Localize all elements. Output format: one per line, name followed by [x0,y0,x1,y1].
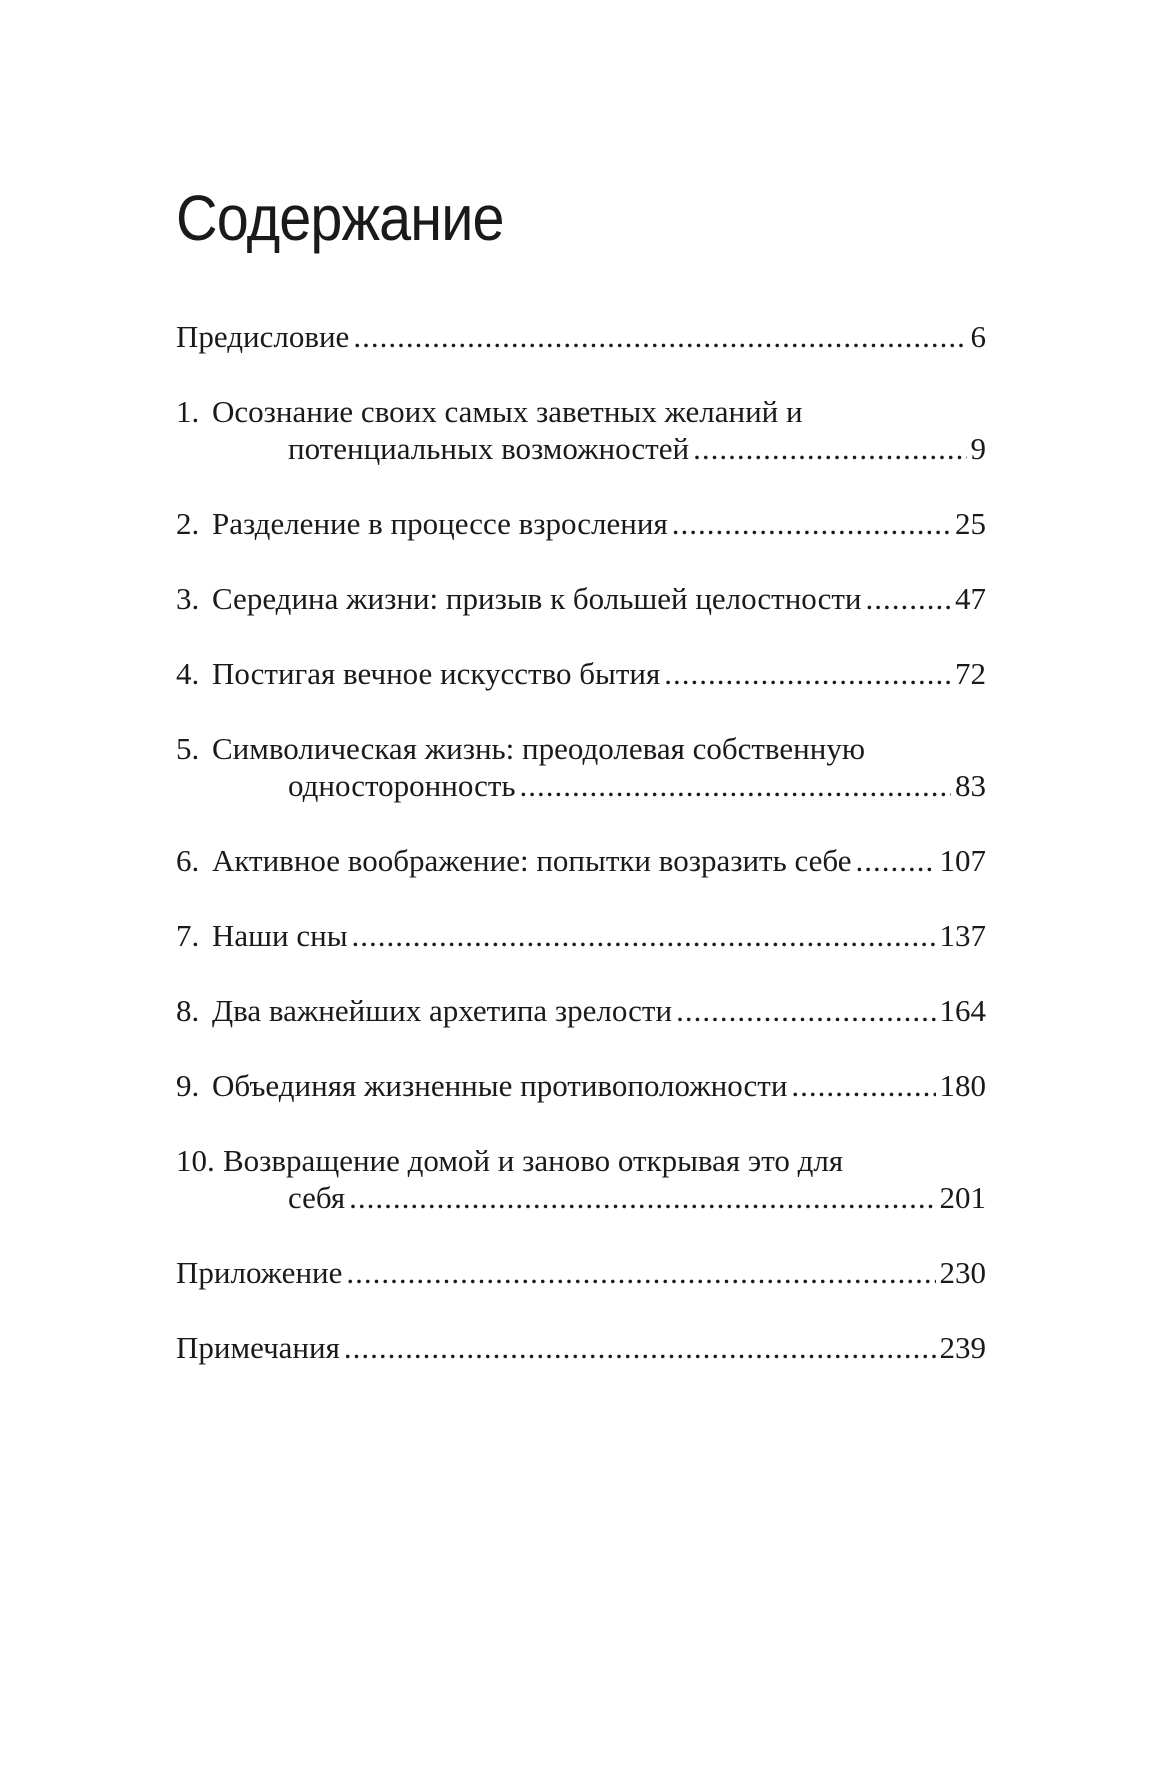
toc-entry-chapter-10[interactable] [176,1142,986,1216]
toc-entry-chapter-6[interactable] [176,842,986,879]
toc-page-number: 164 [939,993,986,1028]
toc-entry-title: Объединяя жизненные противоположности [212,1068,788,1103]
toc-entry-title: Предисловие [176,319,350,354]
dot-leader [344,1329,936,1366]
toc-entry-title-continued: потенциальных возможностей [288,431,690,466]
dot-leader [664,655,951,692]
toc-page-number: 137 [939,918,986,953]
toc-entry-chapter-8[interactable] [176,992,986,1029]
toc-entry-notes[interactable] [176,1329,986,1366]
toc-page-number: 230 [939,1255,986,1290]
dot-leader [672,505,951,542]
toc-entry-title: Разделение в процессе взросления [212,506,668,541]
toc-entry-title: Середина жизни: призыв к большей целостности [212,581,862,616]
dot-leader [856,842,936,879]
dot-leader [676,992,935,1029]
chapter-number: 9. [176,1068,200,1103]
dot-leader [346,1254,935,1291]
toc-entry-title-continued: себя [288,1180,346,1215]
chapter-number: 3. [176,581,200,616]
toc-entry-chapter-5[interactable] [176,730,986,804]
toc-entry-title-continued: односторонность [288,768,516,803]
toc-page-number: 47 [955,581,986,616]
chapter-number: 2. [176,506,200,541]
dot-leader [520,767,951,804]
toc-entry-chapter-2[interactable] [176,505,986,542]
toc-entry-chapter-4[interactable] [176,655,986,692]
toc-entry-chapter-1[interactable] [176,393,986,467]
toc-entry-title: Осознание своих самых заветных желаний и [212,394,803,429]
chapter-number: 8. [176,993,200,1028]
toc-entry-title: Возвращение домой и заново открывая это для [223,1143,844,1178]
toc-entry-chapter-3[interactable] [176,580,986,617]
toc-entry-title: Символическая жизнь: преодолевая собственную [212,731,865,766]
toc-page-number: 6 [970,319,986,354]
chapter-number: 6. [176,843,200,878]
toc-page-number: 180 [939,1068,986,1103]
toc-entry-title: Примечания [176,1330,340,1365]
chapter-number: 10. [176,1143,215,1178]
toc-entry-title: Приложение [176,1255,343,1290]
dot-leader [693,430,966,467]
chapter-number: 1. [176,394,200,429]
dot-leader [791,1067,935,1104]
dot-leader [865,580,951,617]
chapter-number: 5. [176,731,200,766]
toc-page-number: 9 [970,431,986,466]
toc-entry-chapter-9[interactable] [176,1067,986,1104]
toc-page-number: 72 [955,656,986,691]
chapter-number: 4. [176,656,200,691]
toc-entry-title: Постигая вечное искусство бытия [212,656,661,691]
toc-entry-chapter-7[interactable] [176,917,986,954]
table-of-contents [176,318,986,1404]
toc-entry-preface[interactable] [176,318,986,355]
toc-page-number: 239 [939,1330,986,1365]
dot-leader [353,318,966,355]
toc-entry-title: Активное воображение: попытки возразить себе [212,843,852,878]
toc-page-number: 201 [939,1180,986,1215]
toc-entry-title: Наши сны [212,918,348,953]
dot-leader [352,917,936,954]
toc-page-number: 25 [955,506,986,541]
toc-entry-appendix[interactable] [176,1254,986,1291]
dot-leader [349,1179,935,1216]
toc-entry-title: Два важнейших архетипа зрелости [212,993,673,1028]
toc-page-number: 83 [955,768,986,803]
chapter-number: 7. [176,918,200,953]
toc-page-number: 107 [939,843,986,878]
page-title: Содержание [176,182,504,254]
